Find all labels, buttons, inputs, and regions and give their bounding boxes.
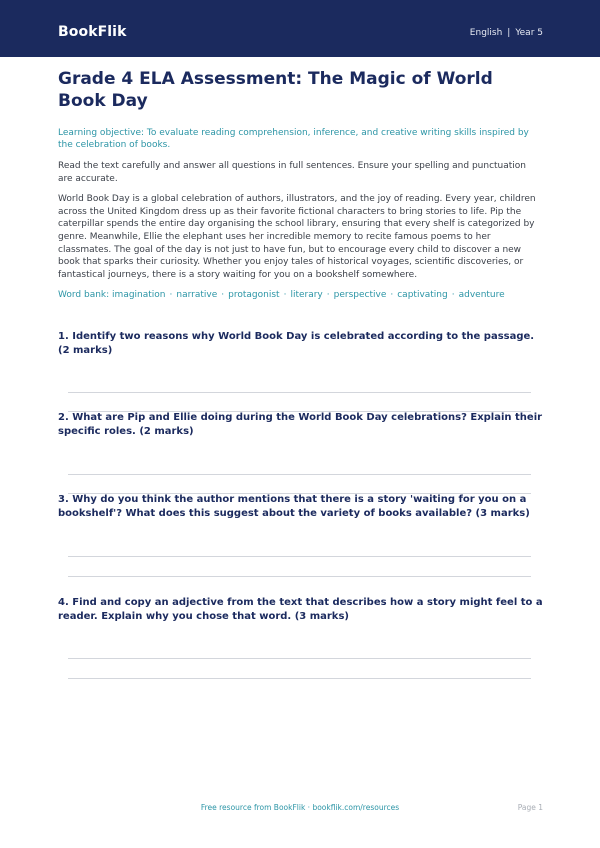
separator: | [507, 28, 511, 38]
subject-label: English [469, 28, 503, 38]
word-bank-word: adventure [458, 290, 505, 301]
learning-objective: Learning objective: To evaluate reading comprehension, inference, and creative writing skills inspired by the celebration of books. [58, 128, 529, 150]
word-bank-word: protagonist [228, 290, 280, 301]
word-bank-word: literary [290, 290, 323, 301]
answer-line[interactable] [68, 678, 531, 679]
question-text: 3. Why do you think the author mentions that there is a story 'waiting for you on a bookshelf'? What does this suggest about the variety of books available? (3 marks) [58, 494, 530, 519]
answer-line[interactable] [68, 658, 531, 659]
footer-credit-link[interactable]: Free resource from BookFlik · bookflik.com/resources [200, 803, 400, 812]
reading-passage: World Book Day is a global celebration of authors, illustrators, and the joy of reading. Every year, children across the United Kingdom dress up as their favorite fictional characters to bring stories to life. Pip the caterpillar spends the entire day organising the school library, ensuring that every shelf is categorized by genre. Meanwhile, Ellie the elephant uses her incredible memory to recite famous poems to her classmates. The goal of the day is not just to have fun, but to encourage every child to discover a new book that sparks their curiosity. Whether you enjoy tales of historical voyages, scientific discoveries, or fantastical journeys, there is a story waiting for you on a bookshelf somewhere. [58, 194, 536, 280]
brand-logo[interactable]: BookFlik [58, 24, 127, 40]
word-bank: Word bank: imagination · narrative · protagonist · literary · perspective · captivating · adventure [58, 290, 505, 301]
answer-line[interactable] [68, 576, 531, 577]
question-text: 4. Find and copy an adjective from the text that describes how a story might feel to a reader. Explain why you chose that word. (3 marks) [58, 597, 543, 622]
question-2 [58, 411, 548, 439]
year-label: Year 5 [515, 28, 543, 38]
page-number: Page 1 [517, 803, 543, 812]
instructions: Read the text carefully and answer all questions in full sentences. Ensure your spelling and punctuation are accurate. [58, 161, 527, 184]
question-text: 1. Identify two reasons why World Book Day is celebrated according to the passage. (2 marks) [58, 331, 535, 356]
question-text: 2. What are Pip and Ellie doing during the World Book Day celebrations? Explain their specific roles. (2 marks) [58, 412, 543, 437]
header-bar [0, 0, 600, 57]
worksheet-intro [58, 68, 542, 301]
subject-year-label [470, 28, 543, 38]
answer-line[interactable] [68, 474, 531, 475]
answer-line[interactable] [68, 556, 531, 557]
worksheet-title: Grade 4 ELA Assessment: The Magic of World Book Day [58, 69, 493, 111]
word-bank-word: captivating [397, 290, 448, 301]
word-bank-word: perspective [333, 290, 387, 301]
question-1 [58, 330, 548, 358]
word-bank-label: Word bank: [58, 290, 110, 301]
answer-line[interactable] [68, 392, 531, 393]
page-footer [0, 803, 600, 815]
question-3 [58, 493, 548, 521]
question-4 [58, 596, 548, 624]
word-bank-word: imagination [112, 290, 166, 301]
word-bank-word: narrative [176, 290, 218, 301]
